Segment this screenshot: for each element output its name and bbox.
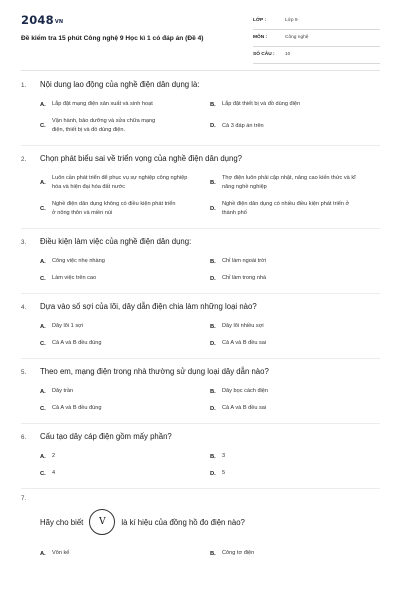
option-letter: D. xyxy=(210,340,216,347)
option-letter: D. xyxy=(210,206,216,212)
option-c[interactable] xyxy=(40,113,210,139)
meta-value: Lớp 9 xyxy=(285,18,298,23)
option-text: Công tơ điện xyxy=(222,550,255,556)
meta-value: Công nghệ xyxy=(285,35,309,40)
option-text: Thợ điện luôn phải cập nhật, nâng cao kiến thức và kĩ năng nghề nghiệp xyxy=(222,175,356,190)
question-text: Cấu tạo dây cáp điện gồm mấy phần? xyxy=(40,432,172,441)
page-header xyxy=(0,0,400,66)
option-letter: C. xyxy=(40,275,46,282)
option-letter: B. xyxy=(210,388,216,395)
option-letter: B. xyxy=(210,453,216,460)
option-letter: B. xyxy=(210,258,216,265)
option-text: Vận hành, bảo dưỡng và sửa chữa mạng điện, thiết bị và đồ dùng điện. xyxy=(52,118,156,133)
option-b[interactable] xyxy=(210,383,380,400)
option-d[interactable] xyxy=(210,113,380,139)
question-text: Theo em, mạng điện trong nhà thường sử dụng loại dây dẫn nào? xyxy=(40,367,269,376)
brand-name: 2048 xyxy=(21,13,54,27)
option-letter: A. xyxy=(40,258,46,265)
option-a[interactable] xyxy=(40,383,210,400)
option-a[interactable] xyxy=(40,318,210,335)
question-7 xyxy=(0,495,400,562)
question-5 xyxy=(0,365,400,424)
option-d[interactable] xyxy=(210,400,380,417)
page-title: Đề kiểm tra 15 phút Công nghệ 9 Học kì 1 có đáp án (Đề 4) xyxy=(21,35,204,42)
brand-suffix: VN xyxy=(54,19,64,25)
question-number: 4. xyxy=(21,304,27,311)
option-b[interactable] xyxy=(210,170,380,196)
meta-key: MÔN : xyxy=(253,35,268,40)
option-letter: A. xyxy=(40,323,46,330)
option-letter: C. xyxy=(40,405,46,412)
option-c[interactable] xyxy=(40,270,210,287)
question-separator xyxy=(21,423,380,424)
option-letter: C. xyxy=(40,206,46,212)
header-divider xyxy=(21,70,380,71)
question-number: 2. xyxy=(21,156,27,163)
option-letter: B. xyxy=(210,180,216,186)
option-letter: A. xyxy=(40,453,46,460)
option-text: 5 xyxy=(222,470,226,476)
option-a[interactable] xyxy=(40,170,210,196)
option-c[interactable] xyxy=(40,196,210,222)
option-text: Cả A và B đều sai xyxy=(222,405,267,411)
question-text: Chọn phát biểu sai về triển vọng của nghề điện dân dụng? xyxy=(40,154,243,163)
option-d[interactable] xyxy=(210,196,380,222)
option-b[interactable] xyxy=(210,318,380,335)
option-b[interactable] xyxy=(210,545,380,562)
option-c[interactable] xyxy=(40,335,210,352)
question-number: 6. xyxy=(21,434,27,441)
meta-value: 10 xyxy=(285,52,291,57)
option-letter: C. xyxy=(40,470,46,477)
question-separator xyxy=(21,228,380,229)
option-a[interactable] xyxy=(40,545,210,562)
option-text: Lắp đặt mạng điện sản xuất và sinh hoạt xyxy=(52,101,153,107)
question-4 xyxy=(0,300,400,359)
option-text: Vôn kế xyxy=(52,550,70,556)
option-letter: C. xyxy=(40,123,46,129)
option-d[interactable] xyxy=(210,270,380,287)
question-separator xyxy=(21,293,380,294)
question-separator xyxy=(21,145,380,146)
option-c[interactable] xyxy=(40,400,210,417)
option-text: Chỉ làm ngoài trời xyxy=(222,258,267,264)
option-text: 3 xyxy=(222,453,226,459)
option-letter: D. xyxy=(210,275,216,282)
option-letter: D. xyxy=(210,123,216,129)
question-text-before: Hãy cho biết xyxy=(40,517,84,527)
meta-key: LỚP : xyxy=(253,18,267,23)
option-letter: D. xyxy=(210,470,216,477)
option-b[interactable] xyxy=(210,253,380,270)
question-number: 3. xyxy=(21,239,27,246)
option-a[interactable] xyxy=(40,448,210,465)
option-letter: B. xyxy=(210,323,216,330)
option-text: 4 xyxy=(52,470,56,476)
question-separator xyxy=(21,488,380,489)
option-letter: A. xyxy=(40,388,46,395)
option-text: Chỉ làm trong nhà xyxy=(222,275,267,281)
option-a[interactable] xyxy=(40,253,210,270)
option-a[interactable] xyxy=(40,96,210,113)
question-number: 1. xyxy=(21,82,27,89)
meta-row-class xyxy=(253,16,380,30)
question-number: 7. xyxy=(21,495,27,502)
question-list xyxy=(0,78,400,562)
question-6 xyxy=(0,430,400,489)
option-text: 2 xyxy=(52,453,56,459)
option-text: Dây lõi nhiều sợi xyxy=(222,323,264,329)
option-text: Nghề điện dân dụng có nhiều điều kiện phát triển ở thành phố xyxy=(222,201,350,216)
question-text: Nội dung lao động của nghề điện dân dụng là: xyxy=(40,80,200,89)
option-text: Luôn cần phát triển để phục vụ sự nghiệp công nghiệp hóa và hiện đại hóa đất nước xyxy=(52,175,188,190)
question-text: Điều kiện làm việc của nghề điện dân dụng: xyxy=(40,237,192,246)
brand-logo[interactable] xyxy=(21,13,63,27)
option-text: Làm việc trên cao xyxy=(52,275,97,281)
meta-row-subject xyxy=(253,33,380,47)
meta-key: SỐ CÂU : xyxy=(253,52,275,57)
question-text: Dựa vào số sợi của lõi, dây dẫn điện chia làm những loại nào? xyxy=(40,302,257,311)
question-separator xyxy=(21,358,380,359)
option-text: Cả 3 đáp án trên xyxy=(222,122,264,129)
option-text: Cả A và B đều sai xyxy=(222,340,267,346)
meta-row-count xyxy=(253,50,380,64)
question-2 xyxy=(0,152,400,229)
option-letter: D. xyxy=(210,405,216,412)
option-b[interactable] xyxy=(210,96,380,113)
option-text: Lắp đặt thiết bị và đồ dùng điện xyxy=(222,101,301,107)
option-letter: C. xyxy=(40,340,46,347)
option-text: Nghề điện dân dụng không có điều kiện phát triển ở nông thôn và miền núi xyxy=(52,201,176,216)
option-d[interactable] xyxy=(210,335,380,352)
question-3 xyxy=(0,235,400,294)
question-number: 5. xyxy=(21,369,27,376)
option-text: Dây lõi 1 sợi xyxy=(52,323,84,329)
option-text: Cả A và B đều đúng xyxy=(52,405,102,411)
option-text: Dây bọc cách điện xyxy=(222,388,269,394)
option-d[interactable] xyxy=(210,465,380,482)
question-1 xyxy=(0,78,400,146)
option-letter: B. xyxy=(210,550,216,557)
voltmeter-symbol: V xyxy=(89,509,115,535)
option-text: Dây trần xyxy=(52,388,74,394)
option-text: Công việc nhẹ nhàng xyxy=(52,258,105,264)
option-b[interactable] xyxy=(210,448,380,465)
option-text: Cả A và B đều đúng xyxy=(52,340,102,346)
meta-panel xyxy=(253,16,380,67)
question-text-after: là kí hiệu của đồng hồ đo điện nào? xyxy=(121,517,245,527)
option-letter: A. xyxy=(40,101,46,108)
option-letter: A. xyxy=(40,180,46,186)
option-letter: A. xyxy=(40,550,46,557)
option-c[interactable] xyxy=(40,465,210,482)
option-letter: B. xyxy=(210,101,216,108)
